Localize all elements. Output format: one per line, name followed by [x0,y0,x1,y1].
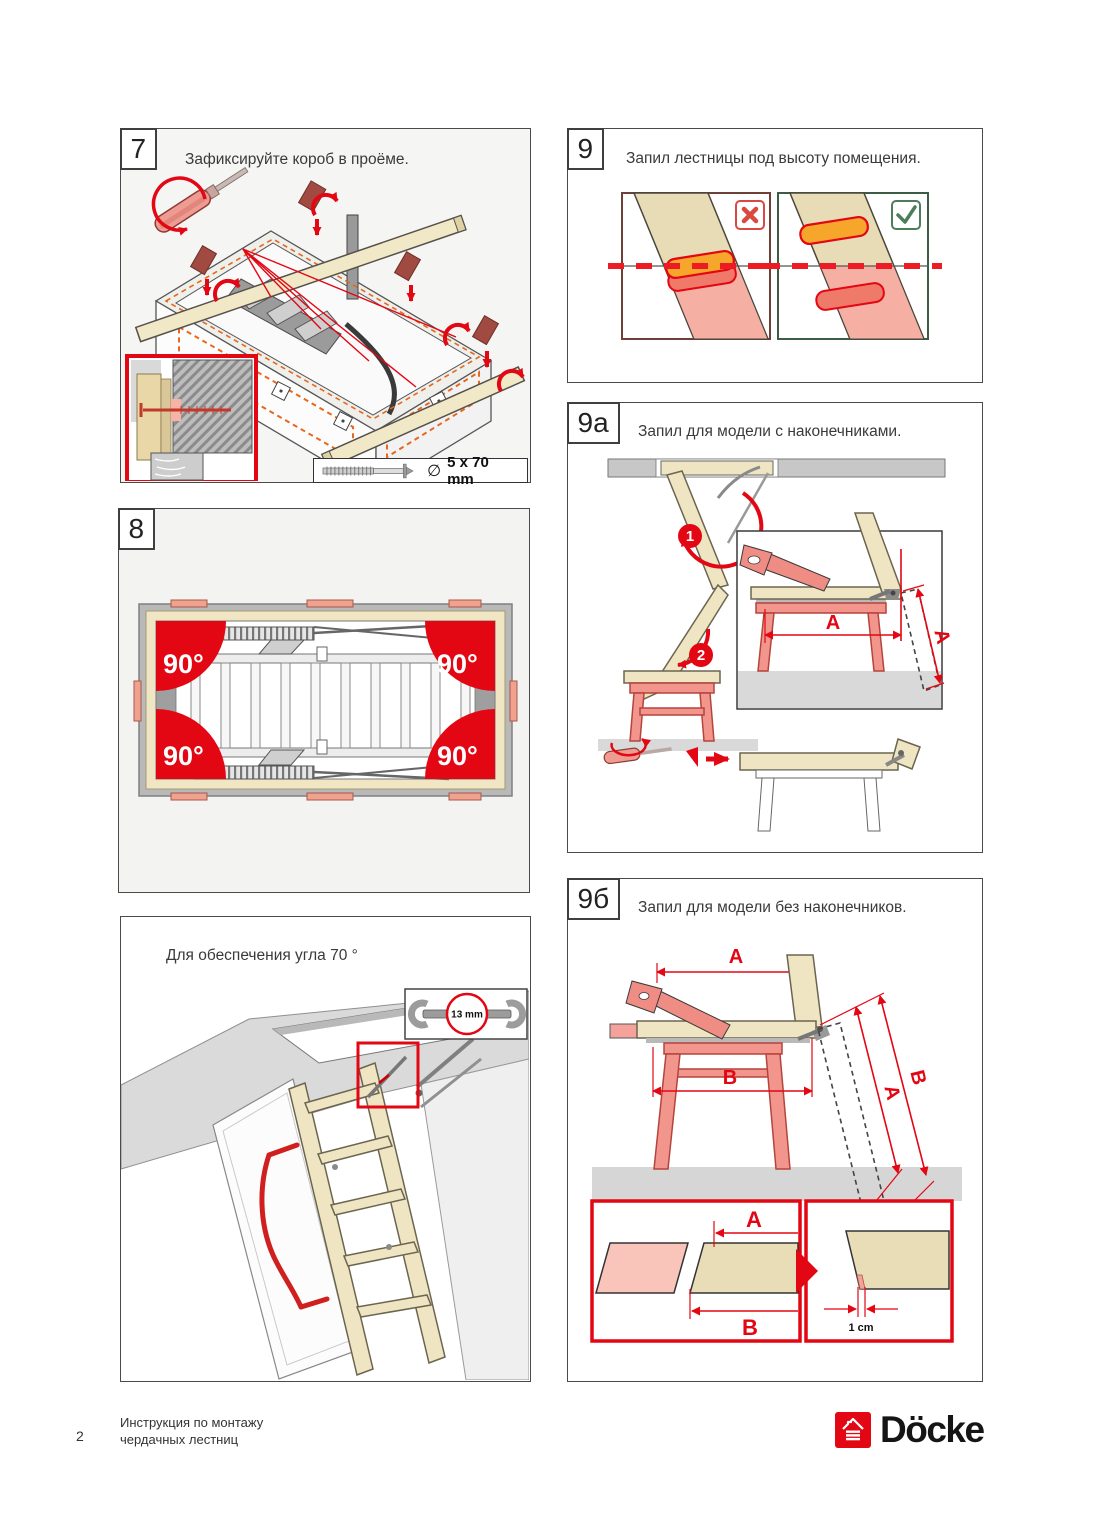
cut-without-tips-illustration [568,879,981,1380]
dim-b-diagonal: B [905,1067,931,1088]
step-number-box: 9 [567,128,605,170]
diameter-symbol: ∅ [427,462,442,480]
angle-label-top-left: 90° [163,649,204,679]
cut-with-tips-illustration [568,403,981,851]
screw-icon [322,463,421,479]
angle-note-title: Для обеспечения угла 70 ° [166,947,358,964]
step-1-marker: 1 [685,528,695,545]
ceiling-section [608,459,945,477]
dim-a-diagonal: A [929,626,955,647]
docke-logo [835,1409,984,1451]
check-icon [892,201,920,229]
fasten-tip-scene [603,739,920,831]
step-2-marker: 2 [696,647,706,664]
wrench-size-label: 13 mm [451,1009,483,1021]
panel-step-9b [567,878,983,1382]
step-title: Зафиксируйте короб в проёме. [185,151,409,168]
fix-box-illustration [121,129,529,481]
wrench-size-box [405,989,527,1039]
cut-detail-right [806,1201,952,1341]
angle-label-bottom-left: 90° [163,741,204,771]
dim-a-diagonal: A [879,1082,905,1103]
step-number-box: 9б [567,878,621,920]
panel-step-8 [118,508,530,893]
panel-step-9a [567,402,983,853]
footer-line-2: чердачных лестниц [120,1432,239,1447]
step-title: Запил для модели с наконечниками. [638,423,902,440]
dim-b-table: B [722,1067,738,1089]
screw-spec-box [313,453,528,488]
dim-a-horizontal: A [825,612,841,634]
screwdriver-icon [152,163,251,236]
docke-house-icon [835,1412,871,1448]
footer-text [120,1414,263,1448]
page-number: 2 [76,1428,84,1444]
cut-height-illustration [568,129,981,381]
step-title: Запил лестницы под высоту помещения. [626,150,921,167]
correct-cut-example [764,193,942,339]
box-top-view-illustration [119,509,528,891]
angle-label-bottom-right: 90° [437,741,478,771]
brand-name: Döcke [880,1409,984,1450]
footer-line-1: Инструкция по монтажу [120,1415,264,1430]
dim-a-top: A [728,946,744,968]
ladder-angle-illustration [121,917,529,1380]
wall-fixing-inset [127,356,256,481]
cross-icon [736,201,764,229]
step-number-box: 8 [118,508,156,550]
detail-dim-b: B [742,1315,758,1340]
panel-angle-70 [120,916,531,1382]
panel-step-7 [120,128,531,488]
angle-label-top-right: 90° [437,649,478,679]
step-title: Запил для модели без наконечников. [638,899,907,916]
detail-dim-a: A [746,1207,762,1232]
screw-size-label: 5 x 70 mm [447,453,489,488]
measuring-scene [592,946,962,1229]
sawing-inset [737,513,954,709]
stool [598,671,758,751]
offset-label: 1 cm [848,1322,874,1334]
panel-step-9 [567,128,983,383]
step-number-box: 7 [120,128,158,170]
wrong-cut-example [608,193,784,339]
step-number-box: 9а [567,402,620,444]
cut-detail-left [592,1201,800,1341]
